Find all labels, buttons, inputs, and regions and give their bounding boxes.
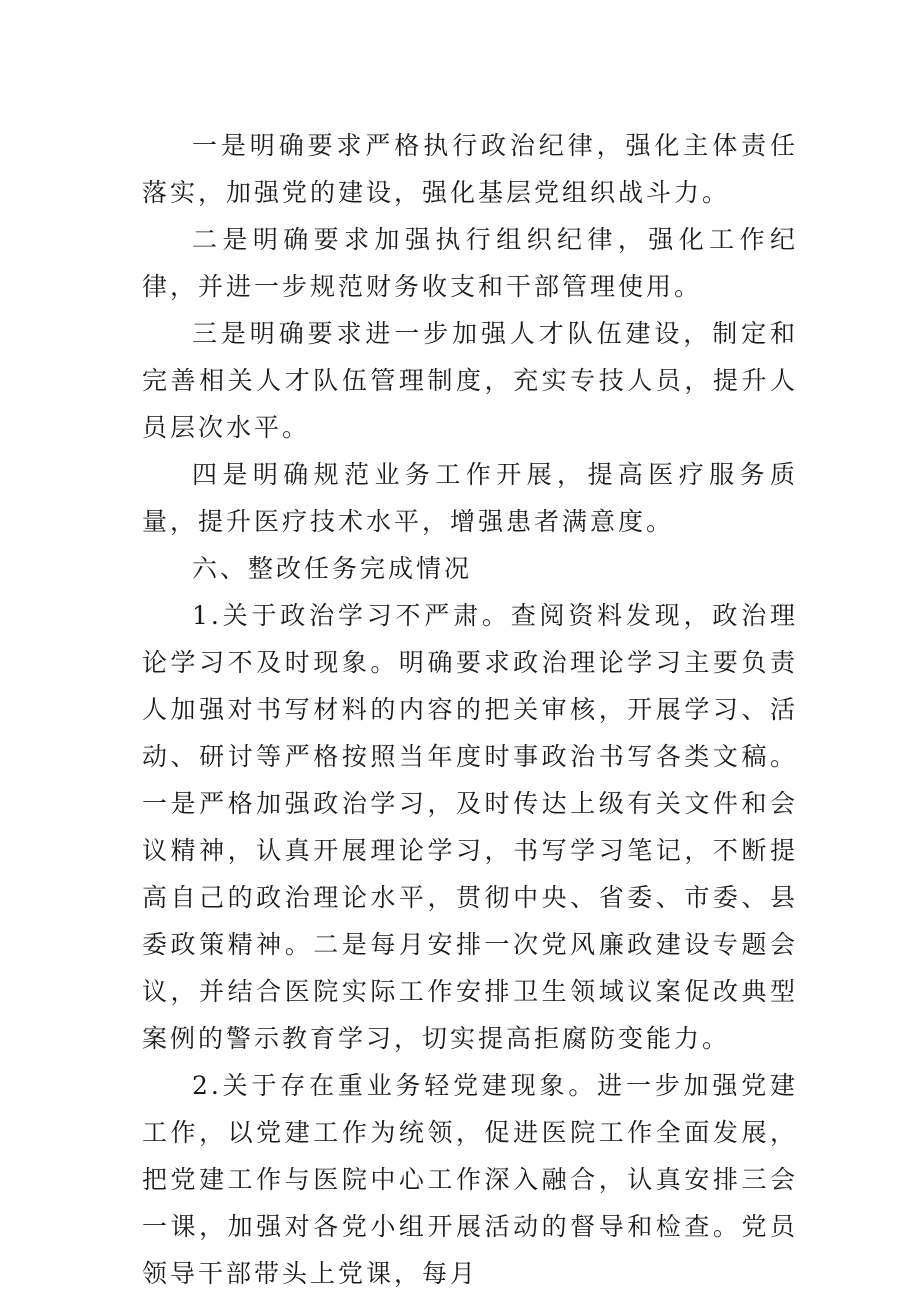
paragraph-item-1-political-study: 1.关于政治学习不严肃。查阅资料发现，政治理论学习不及时现象。明确要求政治理论学习主要负责人加强对书写材料的内容的把关审核，开展学习、活动、研讨等严格按照当年度时事政治书写各类文稿。一是严格加强政治学习，及时传达上级有关文件和会议精神，认真开展理论学习，书写学习笔记，不断提高自己的政治理论水平，贯彻中央、省委、市委、县委政策精神。二是每月安排一次党风廉政建设专题会议，并结合医院实际工作安排卫生领域议案促改典型案例的警示教育学习，切实提高拒腐防变能力。 (142, 601, 798, 1053)
paragraph-political-discipline: 一是明确要求严格执行政治纪律，强化主体责任落实，加强党的建设，强化基层党组织战斗力。 (142, 131, 798, 207)
paragraph-item-2-party-building: 2.关于存在重业务轻党建现象。进一步加强党建工作，以党建工作为统领，促进医院工作全面发展，把党建工作与医院中心工作深入融合，认真安排三会一课，加强对各党小组开展活动的督导和检查。党员领导干部带头上党课，每月 (142, 1071, 798, 1288)
paragraph-business-work: 四是明确规范业务工作开展，提高医疗服务质量，提升医疗技术水平，增强患者满意度。 (142, 460, 798, 536)
paragraph-organizational-discipline: 二是明确要求加强执行组织纪律，强化工作纪律，并进一步规范财务收支和干部管理使用。 (142, 225, 798, 301)
document-body (142, 122, 798, 1297)
paragraph-talent-team: 三是明确要求进一步加强人才队伍建设，制定和完善相关人才队伍管理制度，充实专技人员，提升人员层次水平。 (142, 319, 798, 442)
section-heading-rectification-tasks: 六、整改任务完成情况 (192, 554, 473, 583)
